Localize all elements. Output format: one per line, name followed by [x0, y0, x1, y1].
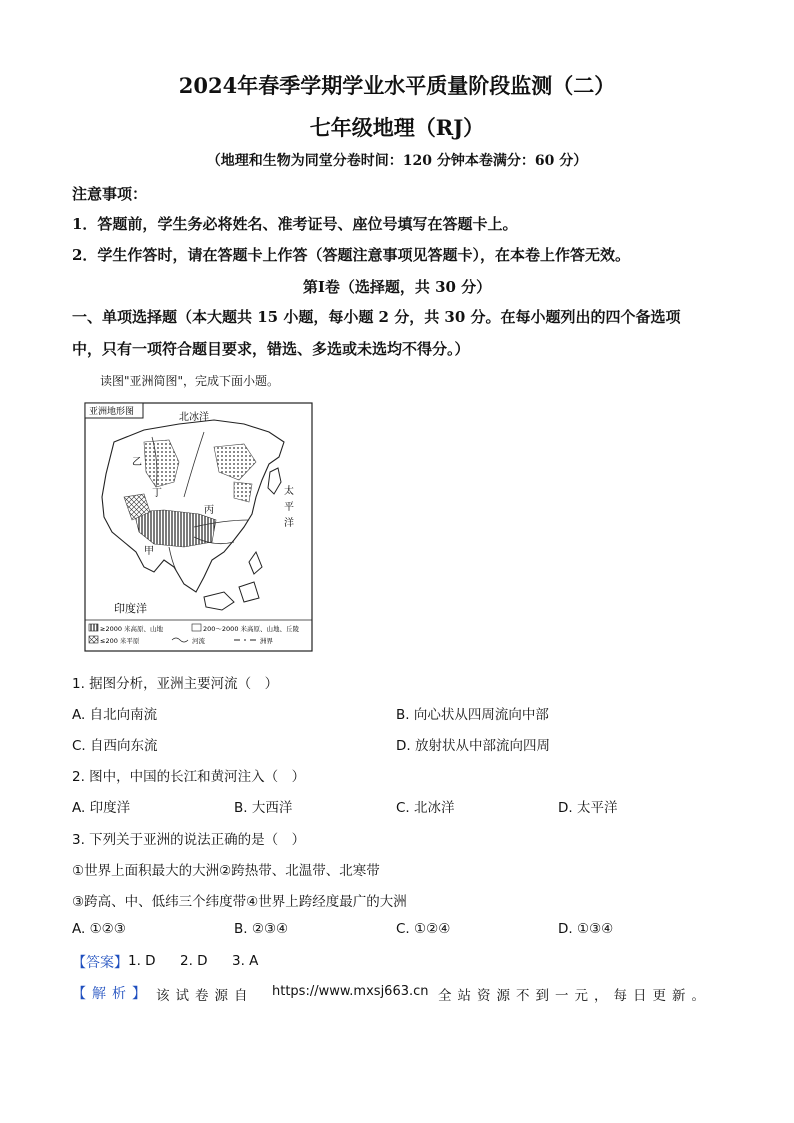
- q2-option-b: B. 大西洋: [234, 800, 293, 816]
- analysis-label: 【解析】: [72, 986, 152, 1002]
- q2-option-c: C. 北冰洋: [396, 800, 455, 816]
- q3-statement-line1: ①世界上面积最大的大洲②跨热带、北温带、北寒带: [72, 863, 380, 879]
- legend-low: ≤200 米平原: [100, 637, 140, 645]
- analysis-text-1: 该试卷源自: [156, 988, 254, 1004]
- exam-note: （地理和生物为同堂分卷时间：120 分钟本卷满分：60 分）: [206, 153, 588, 169]
- asia-terrain-map: [84, 402, 313, 652]
- label-arctic-ocean: 北冰洋: [179, 412, 209, 423]
- label-jia: 甲: [144, 546, 154, 557]
- legend-low-swatch: [89, 636, 98, 643]
- label-pacific-1: 太: [284, 486, 294, 497]
- analysis-text-2: 全站资源不到一元，每日更新。: [438, 988, 711, 1004]
- label-ding: 丁: [152, 488, 162, 499]
- q1-option-b: B. 向心状从四周流向中部: [396, 707, 549, 723]
- map-title: 亚洲地形图: [89, 407, 135, 417]
- q2-option-d: D. 太平洋: [558, 800, 618, 816]
- answer-3: 3. A: [232, 953, 259, 969]
- answer-2: 2. D: [180, 953, 208, 969]
- q3-option-d: D. ①③④: [558, 921, 614, 937]
- legend-mid: 200～2000 米高原、山地、丘陵: [203, 625, 300, 633]
- analysis-url[interactable]: https://www.mxsj663.cn: [272, 984, 429, 999]
- instruction-item: 2．学生作答时，请在答题卡上作答（答题注意事项见答题卡），在本卷上作答无效。: [72, 246, 630, 264]
- answer-label: 【答案】: [72, 955, 128, 971]
- legend-mid-swatch: [192, 624, 201, 631]
- q3-option-c: C. ①②④: [396, 921, 451, 937]
- instruction-item: 1．答题前，学生务必将姓名、准考证号、座位号填写在答题卡上。: [72, 215, 518, 233]
- q3-statement-line2: ③跨高、中、低纬三个纬度带④世界上跨经度最广的大洲: [72, 894, 407, 910]
- subject-title: 七年级地理（RJ）: [309, 115, 485, 140]
- page-title: 2024年春季学期学业水平质量阶段监测（二）: [178, 73, 616, 98]
- q1-option-c: C. 自西向东流: [72, 738, 158, 754]
- legend-river: 河流: [192, 637, 205, 645]
- label-bing: 丙: [204, 505, 214, 516]
- q1-option-a: A. 自北向南流: [72, 707, 158, 723]
- label-indian-ocean: 印度洋: [114, 602, 147, 615]
- legend-boundary: 洲界: [260, 637, 273, 645]
- label-pacific-3: 洋: [284, 518, 294, 529]
- instructions-heading: 注意事项：: [72, 185, 148, 203]
- part-heading-line2: 中，只有一项符合题目要求，错选、多选或未选均不得分。）: [72, 340, 470, 358]
- answer-1: 1. D: [128, 953, 156, 969]
- q3-option-b: B. ②③④: [234, 921, 289, 937]
- label-yi: 乙: [132, 457, 142, 468]
- legend-high-swatch: [89, 624, 98, 631]
- q3-option-a: A. ①②③: [72, 921, 126, 937]
- question-3-stem: 3. 下列关于亚洲的说法正确的是（ ）: [72, 832, 306, 848]
- part-heading-line1: 一、单项选择题（本大题共 15 小题，每小题 2 分，共 30 分。在每小题列出的四个备选项: [72, 308, 681, 326]
- section-title: 第Ⅰ卷（选择题，共 30 分）: [302, 278, 492, 296]
- question-2-stem: 2. 图中，中国的长江和黄河注入（ ）: [72, 769, 306, 785]
- q1-option-d: D. 放射状从中部流向四周: [396, 738, 550, 754]
- read-prompt: 读图"亚洲简图"，完成下面小题。: [100, 374, 280, 388]
- question-1-stem: 1. 据图分析，亚洲主要河流（ ）: [72, 676, 279, 692]
- legend-high: ≥2000 米高原、山地: [100, 625, 164, 633]
- label-pacific-2: 平: [284, 502, 294, 513]
- q2-option-a: A. 印度洋: [72, 800, 131, 816]
